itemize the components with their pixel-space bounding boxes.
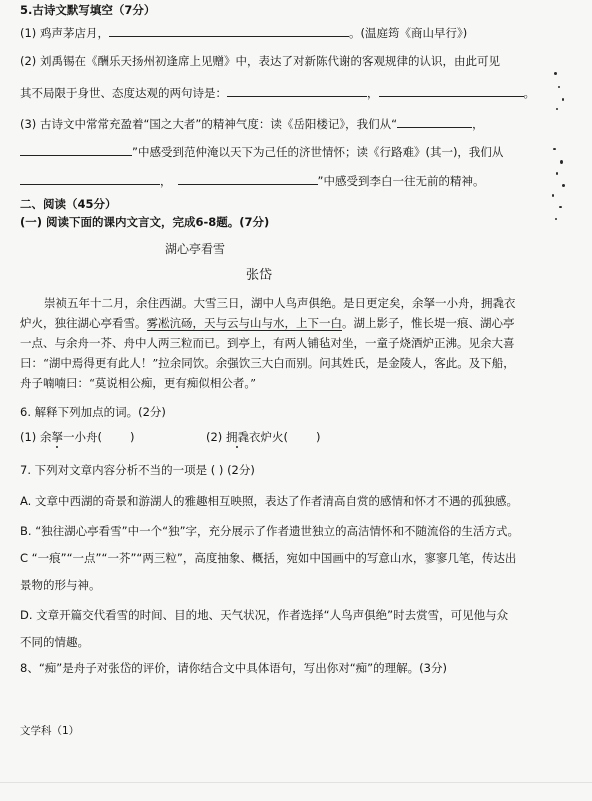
q6-item-2-close: ) [315,430,321,444]
q7-option-c-line-2: 景物的形与神。 [20,578,101,592]
q5-3-line-3 [20,172,484,189]
q6-item-1-pre: (1) 余 [20,430,52,444]
q5-3-blank-1[interactable] [397,115,472,128]
passage-line-1: 崇祯五年十二月，余住西湖。大雪三日，湖中人鸟声俱绝。是日更定矣，余拏一小舟，拥毳衣 [44,296,516,310]
passage-line-2-end: 。湖上影子，惟长堤一痕、湖心亭 [342,316,515,330]
q6-item-1-post: 一小舟( [62,430,102,444]
q5-1-suffix: 。(温庭筠《商山早行》) [348,26,468,40]
q7-title: 7. 下列对文章内容分析不当的一项是 ( ) (2分) [20,463,255,477]
q5-2-line-1: (2) 刘禹锡在《酬乐天扬州初逢席上见赠》中，表达了对新陈代谢的客观规律的认识，由此可见 [20,54,500,68]
passage-line-3: 一点、与余舟一芥、舟中人两三粒而已。到亭上，有两人铺毡对坐，一童子烧酒炉正沸。见余大喜 [20,336,515,350]
q6-item-1-close: ) [129,430,135,444]
q5-3-intro: (3) 古诗文中常常充盈着“国之大者”的精神气度：读《岳阳楼记》，我们从“ [20,117,398,131]
passage-line-5: 舟子喃喃曰：“莫说相公痴，更有痴似相公者。” [20,376,257,390]
q7-option-c-line-1[interactable]: C “一痕”“一点”“一芥”“两三粒”，高度抽象、概括，宛如中国画中的写意山水，寥寥几笔，传达出 [20,551,517,565]
q5-3-blank-4[interactable] [178,172,318,185]
q5-3-mid: ”中感受到范仲淹以天下为己任的济世情怀；读《行路难》(其一)，我们从 [132,145,504,159]
q5-1-prefix: (1) 鸡声茅店月， [20,26,109,40]
scan-speck [562,98,564,101]
q5-3-line-1 [20,115,484,132]
scan-speck [556,108,558,110]
q6-item-2-pre: (2) [206,430,226,444]
q7-option-d-line-1[interactable]: D. 文章开篇交代看雪的时间、目的地、天气状况，作者选择“人鸟声俱绝”时去赏雪，可见他与众 [20,608,509,622]
scan-speck [555,218,557,220]
scan-speck [552,194,554,197]
section-5-title: 5.古诗文默写填空（7分） [20,3,156,17]
q8-title: 8、“痴”是舟子对张岱的评价，请你结合文中具体语句，写出你对“痴”的理解。(3分) [20,661,447,675]
section-2-title: 二、阅读（45分） [20,197,117,211]
scan-speck [558,86,560,88]
q5-2-blank-2[interactable] [379,84,524,97]
passage-underlined-sentence: 雾凇沆砀，天与云与山与水，上下一白 [146,316,342,330]
q5-2-blank-1[interactable] [227,84,367,97]
passage-line-2-start: 炉火，独往湖心亭看雪。 [20,316,147,330]
q5-3-comma-1: ， [472,117,484,131]
q7-option-a[interactable]: A. 文章中西湖的奇景和游湖人的雅趣相互映照，表达了作者清高自赏的感情和怀才不遇的孤独感。 [20,494,518,508]
q5-2-comma: ， [367,86,379,100]
scan-speck [560,160,563,164]
footer-label: 文学科（1） [20,725,80,737]
q7-option-d-line-2: 不同的情趣。 [20,635,89,649]
scan-speck [559,206,562,208]
q5-2-end: 。 [523,86,535,100]
scan-speck [556,172,558,175]
q5-3-comma-2: ， [160,174,172,188]
q5-3-line-2 [20,143,503,160]
q6-item-1 [20,429,134,445]
scan-speck [553,148,556,150]
q6-item-1-dotted-word: 拏 [51,430,63,444]
q5-1-line [20,24,467,41]
passage-author: 张岱 [246,268,273,283]
q5-3-blank-3[interactable] [20,172,160,185]
q5-3-end: ”中感受到李白一往无前的精神。 [317,174,485,188]
q5-2-line-2 [20,84,535,101]
scan-speck [554,72,557,75]
reading-part-1-title: (一) 阅读下面的课内文言文，完成6-8题。(7分) [20,215,270,229]
passage-line-2 [20,315,515,331]
q6-item-2-post: 衣炉火( [248,430,288,444]
q6-item-2-dotted-word: 拥毳 [225,430,249,444]
scan-speck [562,184,565,187]
q5-1-answer-blank[interactable] [109,24,349,37]
q6-title: 6. 解释下列加点的词。(2分) [20,405,166,419]
q5-2-intro: 其不局限于身世、态度达观的两句诗是： [20,86,227,100]
q7-option-b[interactable]: B. “独往湖心亭看雪”中一个“独”字，充分展示了作者遗世独立的高洁情怀和不随流俗的生活方式。 [20,524,520,538]
q5-3-blank-2[interactable] [20,143,132,156]
passage-line-4: 曰：“湖中焉得更有此人！”拉余同饮。余强饮三大白而别。问其姓氏，是金陵人，客此。及下船， [20,356,515,370]
q6-item-2 [206,429,320,445]
passage-title: 湖心亭看雪 [165,242,226,256]
page-bottom-edge [0,782,592,783]
